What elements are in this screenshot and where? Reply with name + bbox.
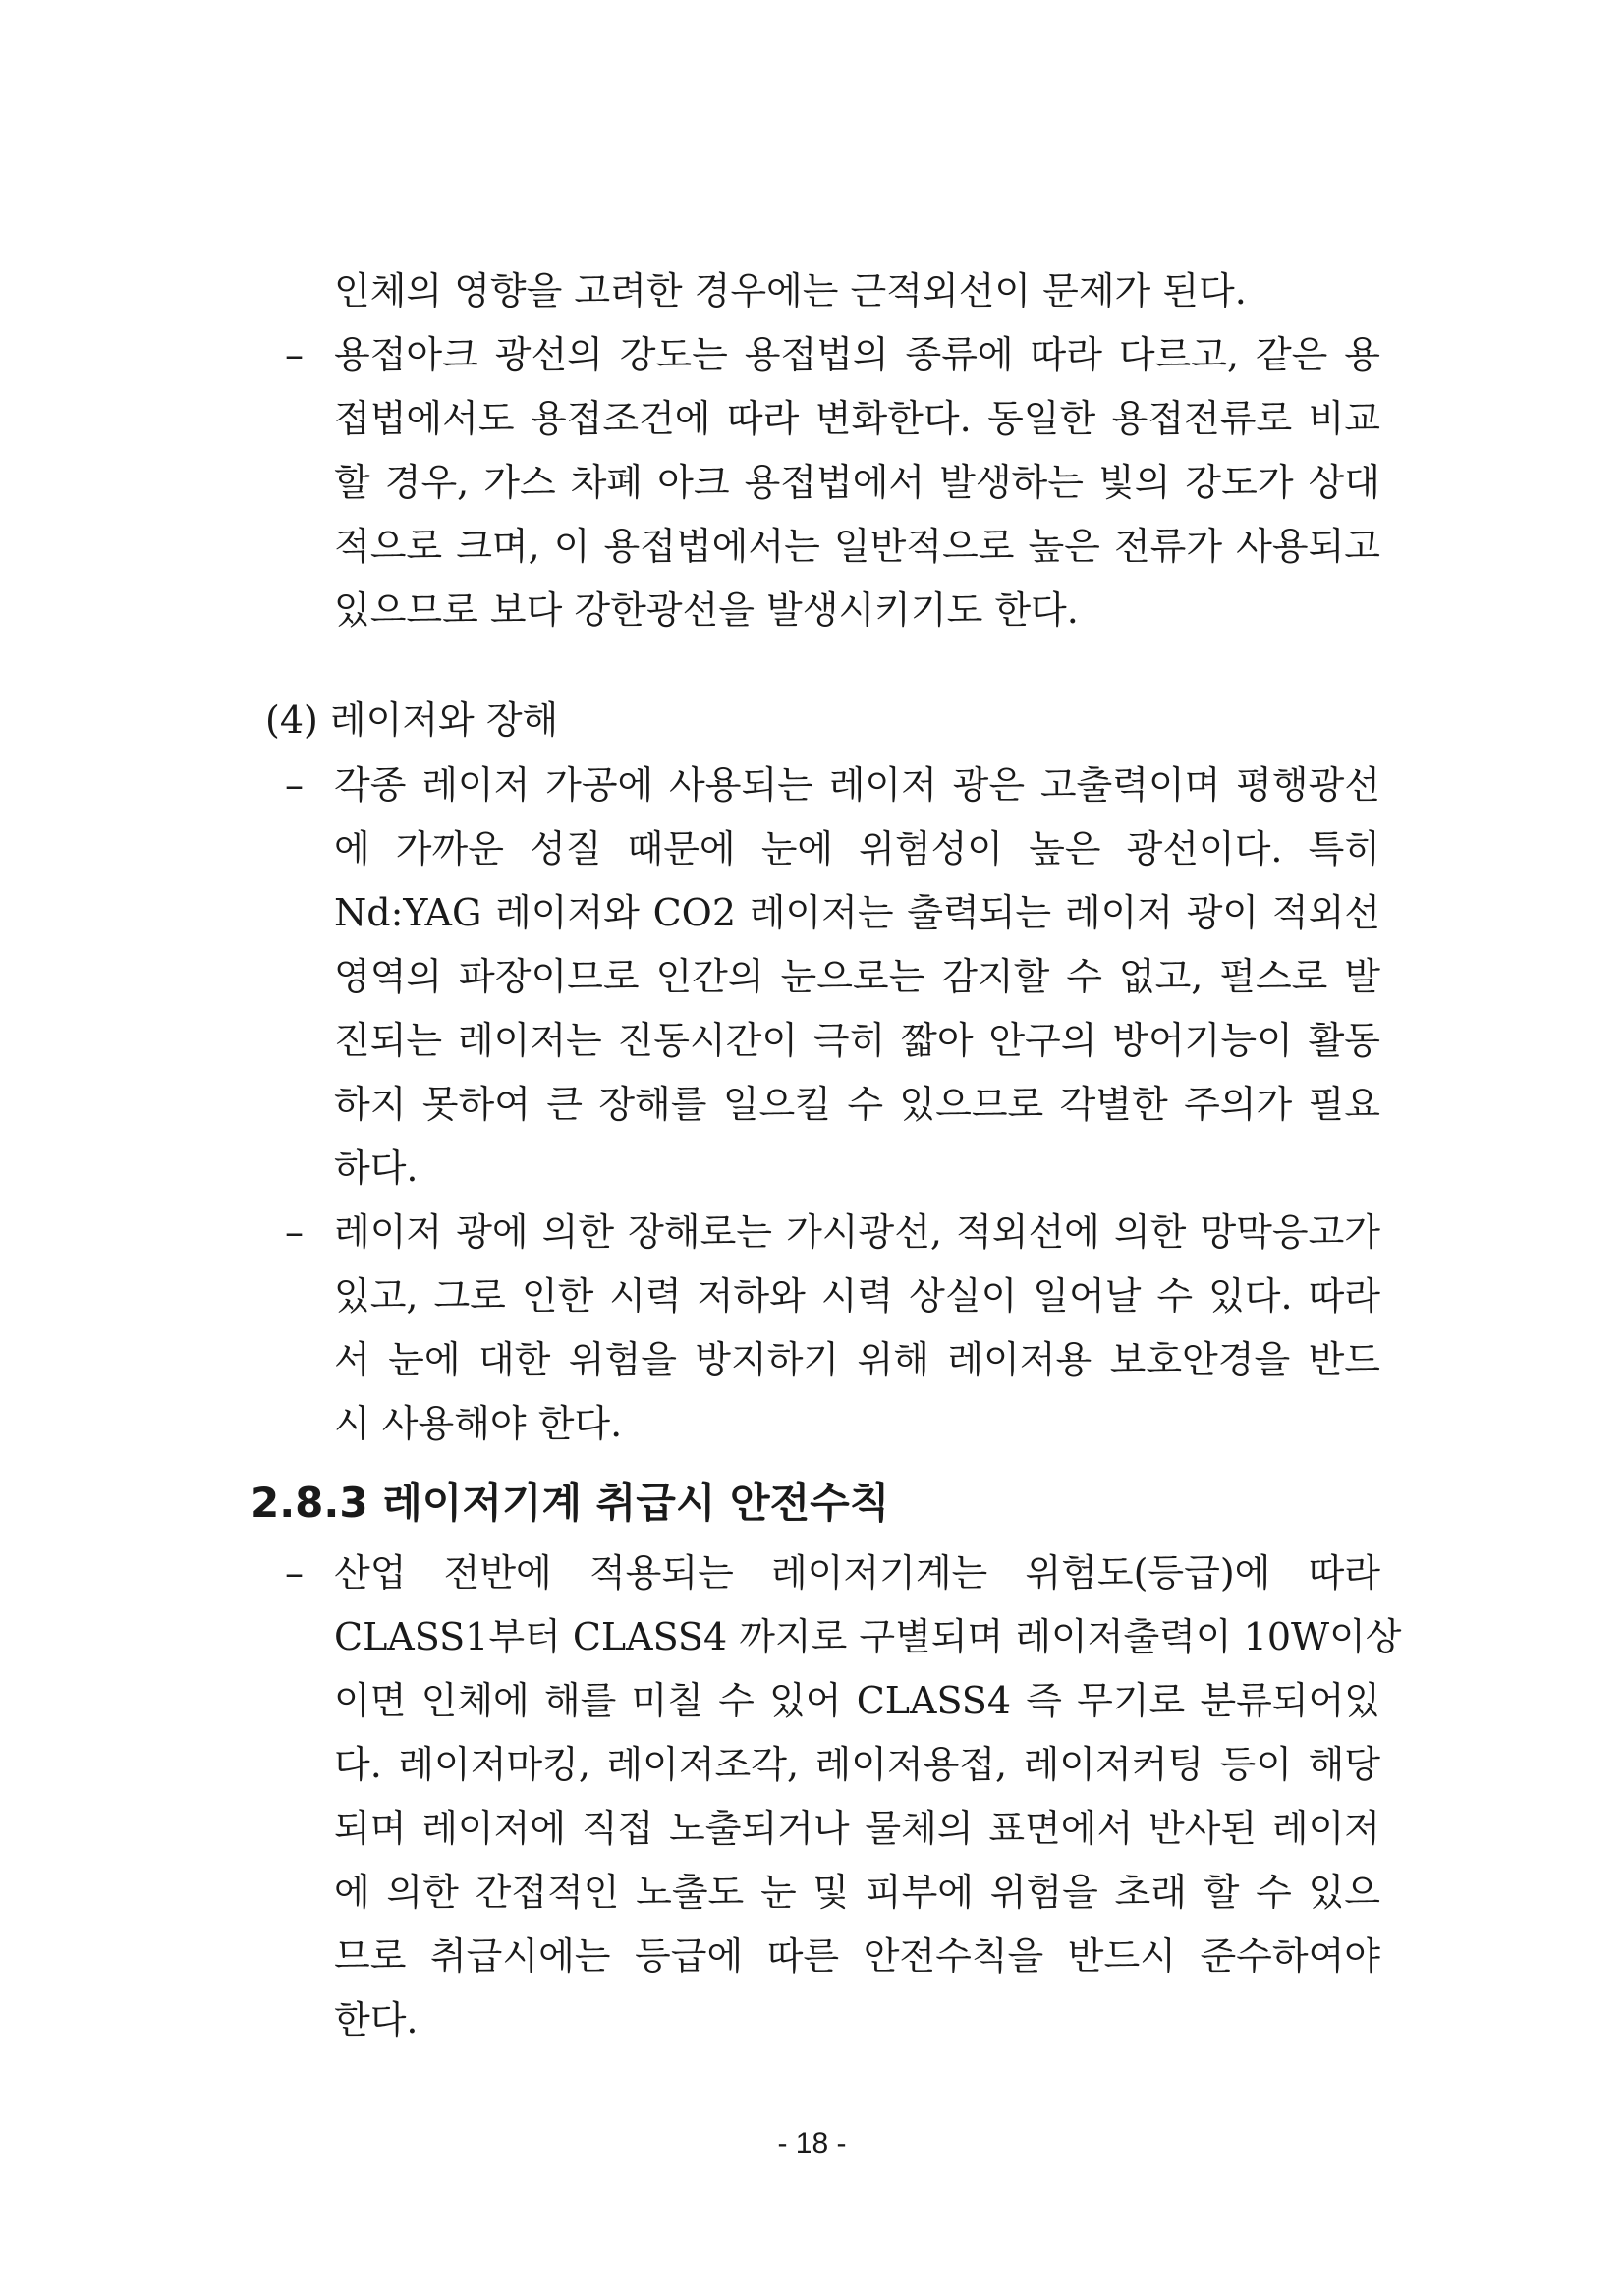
- text-line: Nd:YAG 레이저와 CO2 레이저는 출력되는 레이저 광이 적외선: [334, 891, 1380, 934]
- section-title: (4) 레이저와 장해: [265, 699, 559, 742]
- text-line: 산업 전반에 적용되는 레이저기계는 위험도(등급)에 따라: [334, 1551, 1380, 1595]
- text-line: 각종 레이저 가공에 사용되는 레이저 광은 고출력이며 평행광선: [334, 763, 1380, 807]
- text-line: 하지 못하여 큰 장해를 일으킬 수 있으므로 각별한 주의가 필요: [334, 1083, 1380, 1126]
- bullet-dash: –: [285, 1210, 304, 1254]
- text-line: 한다.: [334, 1998, 419, 2042]
- text-line: 시 사용해야 한다.: [334, 1402, 623, 1445]
- text-line: 다. 레이저마킹, 레이저조각, 레이저용접, 레이저커팅 등이 해당: [334, 1743, 1380, 1786]
- text-line: 므로 취급시에는 등급에 따른 안전수칙을 반드시 준수하여야: [334, 1934, 1380, 1978]
- text-line: 용접아크 광선의 강도는 용접법의 종류에 따라 다르고, 같은 용: [334, 333, 1380, 376]
- bullet-dash: –: [285, 1551, 304, 1595]
- text-line: 있고, 그로 인한 시력 저하와 시력 상실이 일어날 수 있다. 따라: [334, 1274, 1380, 1317]
- text-line: 하다.: [334, 1147, 419, 1190]
- bullet-dash: –: [285, 333, 304, 376]
- text-line: 이면 인체에 해를 미칠 수 있어 CLASS4 즉 무기로 분류되어있: [334, 1679, 1380, 1722]
- text-line: 할 경우, 가스 차폐 아크 용접법에서 발생하는 빛의 강도가 상대: [334, 461, 1380, 504]
- bullet-dash: –: [285, 763, 304, 807]
- text-line: 되며 레이저에 직접 노출되거나 물체의 표면에서 반사된 레이저: [334, 1807, 1380, 1850]
- text-line: 서 눈에 대한 위험을 방지하기 위해 레이저용 보호안경을 반드: [334, 1338, 1380, 1381]
- text-line: 레이저 광에 의한 장해로는 가시광선, 적외선에 의한 망막응고가: [334, 1210, 1380, 1254]
- text-line: 접법에서도 용접조건에 따라 변화한다. 동일한 용접전류로 비교: [334, 397, 1380, 440]
- text-line: 진되는 레이저는 진동시간이 극히 짧아 안구의 방어기능이 활동: [334, 1019, 1380, 1062]
- text-line: 적으로 크며, 이 용접법에서는 일반적으로 높은 전류가 사용되고: [334, 525, 1380, 568]
- text-line: 에 가까운 성질 때문에 눈에 위험성이 높은 광선이다. 특히: [334, 827, 1380, 870]
- text-line: 인체의 영향을 고려한 경우에는 근적외선이 문제가 된다.: [334, 269, 1247, 312]
- text-line: 에 의한 간접적인 노출도 눈 및 피부에 위험을 초래 할 수 있으: [334, 1871, 1380, 1914]
- text-line: 영역의 파장이므로 인간의 눈으로는 감지할 수 없고, 펄스로 발: [334, 955, 1380, 998]
- text-line: 있으므로 보다 강한광선을 발생시키기도 한다.: [334, 588, 1079, 632]
- page-number: - 18 -: [777, 2127, 847, 2159]
- section-heading: 2.8.3 레이저기계 취급시 안전수칙: [251, 1479, 890, 1527]
- text-line: CLASS1부터 CLASS4 까지로 구별되며 레이저출력이 10W이상: [334, 1615, 1402, 1658]
